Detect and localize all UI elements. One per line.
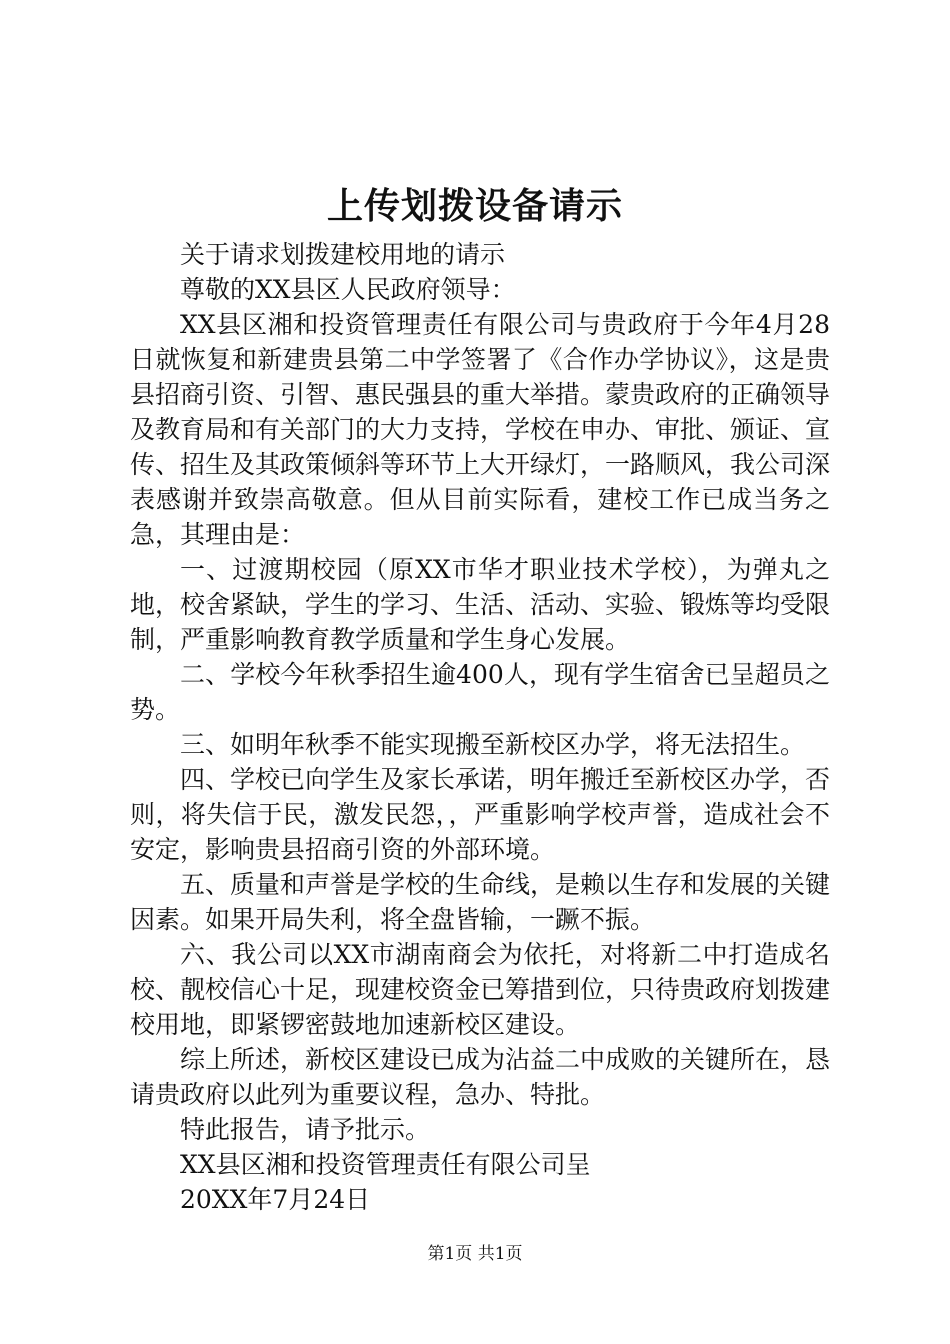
paragraph-summary: 综上所述，新校区建设已成为沾益二中成败的关键所在，恳请贵政府以此列为重要议程，急办、特批。 bbox=[130, 1045, 831, 1109]
paragraph-reason-1: 一、过渡期校园（原XX市华才职业技术学校），为弹丸之地，校舍紧缺，学生的学习、生活、活动、实验、锻炼等均受限制，严重影响教育教学质量和学生身心发展。 bbox=[130, 555, 831, 654]
salutation: 尊敬的XX县区人民政府领导： bbox=[180, 275, 516, 304]
paragraph-reason-5: 五、质量和声誉是学校的生命线，是赖以生存和发展的关键因素。如果开局失利，将全盘皆输，一蹶不振。 bbox=[130, 870, 831, 934]
date-line: 20XX年7月24日 bbox=[180, 1185, 371, 1214]
document-title: 上传划拨设备请示 bbox=[326, 185, 623, 227]
page-footer: 第1页 共1页 bbox=[427, 1244, 523, 1264]
subject-line: 关于请求划拨建校用地的请示 bbox=[180, 240, 506, 269]
paragraph-reason-3: 三、如明年秋季不能实现搬至新校区办学，将无法招生。 bbox=[180, 730, 806, 759]
paragraph-reason-6: 六、我公司以XX市湖南商会为依托，对将新二中打造成名校、靓校信心十足，现建校资金已筹措到位，只待贵政府划拨建校用地，即紧锣密鼓地加速新校区建设。 bbox=[130, 940, 831, 1039]
paragraph-reason-4: 四、学校已向学生及家长承诺，明年搬迁至新校区办学，否则，将失信于民，激发民怨，，严重影响学校声誉，造成社会不安定，影响贵县招商引资的外部环境。 bbox=[130, 765, 831, 864]
paragraph-closing: 特此报告，请予批示。 bbox=[180, 1115, 431, 1144]
document-body bbox=[130, 237, 830, 1217]
paragraph-intro: XX县区湘和投资管理责任有限公司与贵政府于今年4月28日就恢复和新建贵县第二中学签署了《合作办学协议》，这是贵县招商引资、引智、惠民强县的重大举措。蒙贵政府的正确领导及教育局和有关部门的大力支持，学校在申办、审批、颁证、宣传、招生及其政策倾斜等环节上大开绿灯，一路顺风，我公司深表感谢并致崇高敬意。但从目前实际看，建校工作已成当务之急，其理由是： bbox=[130, 310, 831, 549]
signature: XX县区湘和投资管理责任有限公司呈 bbox=[180, 1150, 591, 1179]
paragraph-reason-2: 二、学校今年秋季招生逾400人，现有学生宿舍已呈超员之势。 bbox=[130, 660, 830, 724]
